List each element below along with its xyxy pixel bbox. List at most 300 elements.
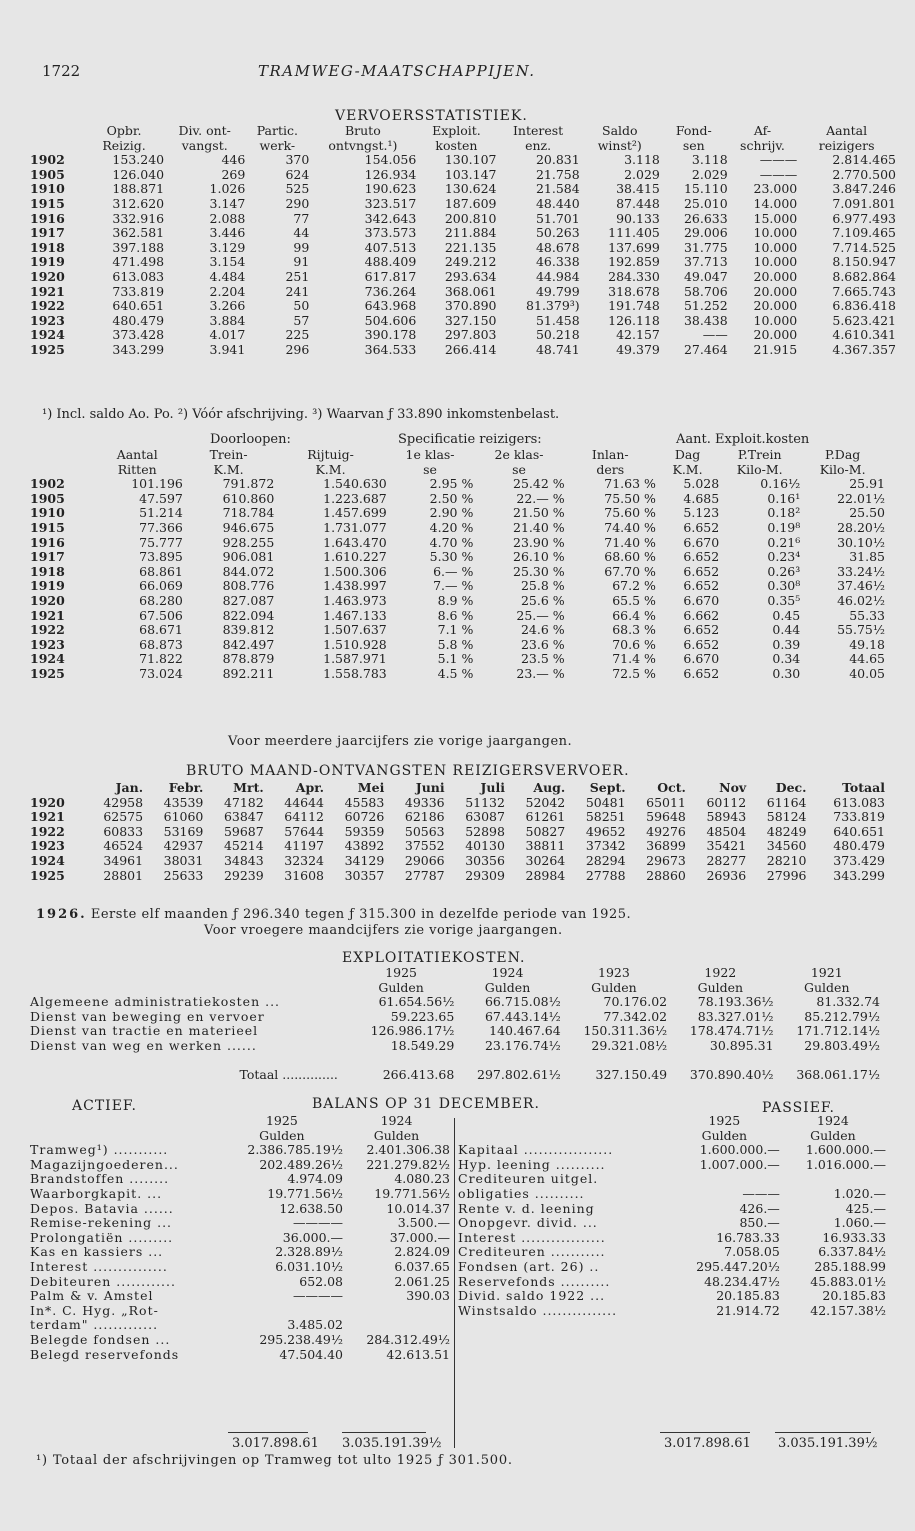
maand-row [30,810,885,825]
passief-total-1925: 3.017.898.61 [664,1436,751,1451]
vervoer-cell: 4.367.357 [832,341,896,357]
vervoer-cell: 7.091.801 [832,195,896,211]
exploitatie-value: 18.549.29 [390,1037,455,1053]
passief-table [458,1114,886,1318]
actief-total-1924: 3.035.191.39½ [342,1436,442,1451]
vervoer-cell: 327.150 [444,312,497,328]
exploitatie-value: 66.715.08½ [484,994,561,1010]
maand-cell: 59687 [223,823,264,839]
exploitatie-year: 1924 [491,965,524,980]
actief-value-1924: 3.500.— [397,1215,450,1231]
vervoer-row [30,153,896,168]
maand-header-row [30,781,885,796]
doorloop-cell: 23.6 % [520,636,565,652]
vervoer-cell: 3.129 [209,239,246,255]
doorloop-cell: 77.366 [139,519,183,535]
maand-cell: 38031 [163,852,204,868]
maand-cell: 44644 [284,794,325,810]
passief-value-1924: 1.600.000.— [805,1142,886,1158]
vervoer-cell: 44 [293,225,310,241]
passief-value-1925: 7.058.05 [724,1244,780,1260]
passief-total-1924: 3.035.191.39½ [778,1436,878,1451]
doorloop-cell: 0.16¹ [767,490,801,506]
actief-label: Tramweg¹) ........... [30,1142,169,1158]
vervoer-cell: 373.428 [112,327,165,343]
doorloop-row [30,550,885,565]
maand-note2: Voor vroegere maandcijfers zie vorige jaargangen. [204,923,563,938]
doorloop-row [30,477,885,492]
actief-value-1924: 19.771.56½ [374,1185,450,1201]
doorloop-cell: 46.02½ [837,592,885,608]
actief-unit: Gulden [373,1127,420,1143]
doorloop-cell: 827.087 [222,592,275,608]
exploitatie-total: 297.802.61½ [477,1067,561,1083]
doorloop-cell: 6.670 [683,592,720,608]
maand-cell: 40130 [465,838,505,854]
maand-header-cell: Febr. [168,780,204,795]
vervoer-cell: 407.513 [364,239,417,255]
vervoer-cell: 480.479 [112,312,165,328]
maand-year: 1921 [30,809,65,825]
actief-value-1924: 37.000.— [389,1229,450,1245]
vervoer-cell: 15.110 [683,181,728,197]
doorloop-cell: 0.45 [772,607,801,623]
passief-value-1924: 6.337.84½ [818,1244,886,1260]
doorloop-cell: 70.6 % [612,636,656,652]
doorloop-cell: 844.072 [222,563,275,579]
doorloop-cell: 1.457.699 [323,505,387,521]
maand-cell: 51132 [465,794,505,810]
maand-year: 1925 [30,867,65,883]
maand-cell: 62575 [103,809,144,825]
maand-cell: 61261 [525,809,566,825]
doorloop-cell: 718.784 [222,505,275,521]
passief-row [458,1143,886,1158]
passief-value-1925: 20.185.83 [716,1288,780,1304]
actief-label: Magazijngoederen... [30,1156,179,1172]
vervoer-cell: 342.643 [364,210,417,226]
maand-cell: 30356 [465,852,505,868]
actief-label: Depos. Batavia ...... [30,1200,174,1216]
actief-table [30,1114,450,1362]
vervoer-cell: 20.831 [535,152,580,168]
maand-cell: 613.083 [833,794,885,810]
doorloop-year: 1924 [30,651,65,667]
doorloop-cell: 74.40 % [604,519,656,535]
doorloop-cell: 2.50 % [429,490,474,506]
maand-cell: 43539 [163,794,204,810]
passief-value-1925: 1.600.000.— [699,1142,780,1158]
doorloop-cell: 44.65 [849,651,885,667]
vervoer-cell: 26.633 [683,210,728,226]
maand-cell: 28294 [585,852,626,868]
vervoer-row [30,328,896,343]
vervoer-cell: 20.000 [753,327,798,343]
doorloop-row [30,492,885,507]
doorloop-year: 1919 [30,578,65,594]
maand-row [30,796,885,811]
passief-value-1924: 1.060.— [833,1215,886,1231]
vervoer-row [30,270,896,285]
vervoer-row [30,212,896,227]
maand-cell: 50563 [404,823,445,839]
maand-cell: 42958 [103,794,144,810]
doorloop-cell: 610.860 [222,490,275,506]
doorloop-cell: 40.05 [849,665,885,681]
passief-value-1924: 285.188.99 [814,1258,886,1274]
vervoer-cell: —— [702,327,728,343]
actief-value-1924: 2.061.25 [394,1273,450,1289]
exploitatie-value: 59.223.65 [390,1008,455,1024]
doorloop-cell: 8.6 % [437,607,474,623]
maand-cell: 64112 [284,809,325,825]
vervoer-cell: 390.178 [364,327,417,343]
maand-cell: 27996 [766,867,807,883]
maand-year: 1922 [30,823,65,839]
doorloop-cell: 68.861 [139,563,183,579]
doorloop-cell: 55.33 [849,607,885,623]
exploitatie-unit-row [30,981,880,996]
exploitatie-spacer [30,1054,880,1069]
vervoer-header-cell: Interest enz. [512,123,564,153]
exploitatie-value: 178.474.71½ [689,1023,774,1039]
doorloop-year: 1902 [30,476,65,492]
maand-header-cell: Oct. [657,780,686,795]
exploitatie-value: 150.311.36½ [583,1023,668,1039]
passief-unit: Gulden [810,1127,856,1143]
doorloop-cell: 73.895 [139,549,183,565]
doorloop-cell: 5.8 % [437,636,474,652]
vervoer-cell: ——— [759,166,798,182]
doorloop-cell: 25.— % [516,607,565,623]
doorloop-cell: 33.24½ [837,563,885,579]
maand-year: 1924 [30,852,65,868]
vervoer-cell: 10.000 [753,312,798,328]
doorloop-cell: 0.16½ [760,476,801,492]
vervoer-year: 1902 [30,152,65,168]
exploitatie-title: EXPLOITATIEKOSTEN. [342,950,526,966]
doorloop-header-cell: 1e klas- se [405,447,455,477]
actief-row [30,1318,450,1333]
maand-cell: 60112 [706,794,747,810]
vervoer-cell: 126.934 [364,166,417,182]
doorloop-cell: 71.63 % [604,476,656,492]
vervoer-cell: 6.977.493 [832,210,896,226]
doorloop-cell: 878.879 [222,651,275,667]
passief-row [458,1289,886,1304]
maand-cell: 52898 [465,823,505,839]
maand-cell: 65011 [646,794,686,810]
vervoer-cell: 130.107 [444,152,497,168]
maand-year: 1923 [30,838,65,854]
maand-note-text: Eerste elf maanden ƒ 296.340 tegen ƒ 315.300 in dezelfde periode van 1925. [90,907,632,922]
vervoer-cell: 7.665.743 [832,283,896,299]
exploitatie-value: 67.443.14½ [484,1008,561,1024]
doorloop-header-row [30,448,885,477]
actief-value-1924: 4.080.23 [394,1171,450,1187]
doorloop-cell: 6.670 [683,534,720,550]
vervoer-cell: 21.758 [535,166,580,182]
passief-row [458,1202,886,1217]
vervoer-cell: 8.150.947 [832,254,896,270]
vervoer-cell: 332.916 [112,210,165,226]
vervoer-footnote: ¹) Incl. saldo Ao. Po. ²) Vóór afschrijving. ³) Waarvan ƒ 33.890 inkomstenbelast. [42,407,560,422]
passief-label: Winstsaldo ............... [458,1302,618,1318]
doorloop-row [30,652,885,667]
actief-value-1924: 221.279.82½ [366,1156,450,1172]
doorloop-cell: 1.540.630 [323,476,387,492]
maand-cell: 30357 [344,867,385,883]
exploitatie-row [30,1010,880,1025]
actief-value-1924 [343,1304,450,1319]
doorloop-cell: 75.60 % [604,505,656,521]
vervoer-cell: 2.770.500 [832,166,896,182]
vervoer-cell: 1.026 [209,181,246,197]
vervoer-cell: 733.819 [112,283,165,299]
doorloop-cell: 5.1 % [437,651,474,667]
doorloop-year: 1925 [30,665,65,681]
maand-cell: 29066 [404,852,445,868]
maand-header-cell: Sept. [589,780,626,795]
passief-label: Crediteuren ........... [458,1244,606,1260]
vervoer-cell: 3.941 [209,341,246,357]
exploitatie-row [30,995,880,1010]
vervoer-cell: 29.006 [683,225,728,241]
doorloop-cell: 6.652 [683,563,720,579]
maand-cell: 34843 [223,852,264,868]
exploitatie-row [30,1039,880,1054]
vervoer-cell: 2.814.465 [832,152,896,168]
doorloop-cell: 66.4 % [612,607,656,623]
vervoer-cell: 31.775 [683,239,728,255]
vervoer-cell: 293.634 [444,268,497,284]
vervoer-cell: 20.000 [753,268,798,284]
vervoer-year: 1910 [30,181,65,197]
passief-value-1925: 16.783.33 [716,1229,780,1245]
doorloop-cell: 1.558.783 [323,665,387,681]
doorloop-cell: 21.40 % [513,519,565,535]
vervoer-cell: 370 [285,152,310,168]
maand-cell: 43892 [344,838,385,854]
actief-row [30,1304,450,1319]
exploitatie-value: 70.176.02 [603,994,668,1010]
doorloop-cell: 68.873 [139,636,183,652]
maand-row [30,839,885,854]
vervoer-header-cell: Bruto ontvngst.¹) [328,123,398,153]
passief-value-1924: 1.016.000.— [805,1156,886,1172]
maand-header-cell: Jan. [115,780,144,795]
vervoer-cell: 312.620 [112,195,165,211]
doorloop-year: 1922 [30,622,65,638]
actief-year-row [30,1114,450,1129]
doorloop-cell: 5.123 [683,505,720,521]
doorloop-cell: 0.34 [772,651,801,667]
maand-note-year: 1926. [36,907,87,922]
passief-year: 1924 [817,1113,849,1128]
vervoer-cell: 154.056 [364,152,417,168]
vervoer-cell: 4.017 [209,327,246,343]
doorloop-cell: 23.90 % [513,534,565,550]
passief-row [458,1260,886,1275]
vervoer-cell: 15.000 [753,210,798,226]
actief-row [30,1245,450,1260]
vervoer-cell: 38.438 [683,312,728,328]
doorloop-cell: 1.507.637 [323,622,387,638]
vervoer-year: 1925 [30,341,65,357]
doorloop-cell: 0.39 [772,636,801,652]
exploitatie-spacer-cell [30,1054,348,1069]
maand-header-cell: Dec. [775,780,807,795]
doorloop-year: 1910 [30,505,65,521]
doorloop-cell: 1.463.973 [323,592,387,608]
doorloop-cell: 67.2 % [612,578,656,594]
doorloop-row [30,638,885,653]
actief-value-1925: ———— [293,1215,343,1231]
vervoer-row [30,285,896,300]
doorloop-cell: 47.597 [139,490,183,506]
passief-value-1924: 1.020.— [833,1185,886,1201]
doorloop-cell: 25.42 % [513,476,565,492]
vervoer-cell: 188.871 [112,181,165,197]
maand-cell: 62186 [404,809,445,825]
vervoer-cell: 49.799 [535,283,580,299]
vervoer-year: 1918 [30,239,65,255]
passief-value-1924: 425.— [845,1200,886,1216]
actief-total-1925: 3.017.898.61 [232,1436,319,1451]
passief-row [458,1158,886,1173]
exploitatie-value: 61.654.56½ [378,994,455,1010]
vervoer-cell: 5.623.421 [832,312,896,328]
passief-value-1924 [780,1172,886,1187]
vervoer-cell: 49.047 [683,268,728,284]
vervoer-cell: 49.379 [616,341,660,357]
doorloop-year: 1923 [30,636,65,652]
doorloop-cell: 1.731.077 [323,519,387,535]
vervoer-cell: 343.299 [112,341,165,357]
actief-value-1925 [221,1304,343,1319]
actief-row [30,1158,450,1173]
doorloop-cell: 22.01½ [837,490,885,506]
vervoer-row [30,182,896,197]
doorloop-cell: 71.40 % [604,534,656,550]
vervoer-cell: 736.264 [364,283,417,299]
vervoer-cell: 37.713 [683,254,728,270]
passief-unit-row [458,1129,886,1144]
vervoer-header-cell: Opbr. Reizig. [102,123,146,153]
vervoer-cell: 241 [285,283,310,299]
passief-label: obligaties .......... [458,1185,585,1201]
doorloop-cell: 0.21⁶ [767,534,801,550]
vervoer-cell: 488.409 [364,254,417,270]
maand-cell: 28277 [706,852,747,868]
vervoer-year: 1923 [30,312,65,328]
doorloop-cell: 66.069 [139,578,183,594]
maand-cell: 45214 [223,838,264,854]
actief-label: Waarborgkapit. ... [30,1185,163,1201]
doorloop-row [30,579,885,594]
maand-cell: 26936 [706,867,747,883]
vervoer-cell: 3.446 [209,225,246,241]
vervoer-cell: 50.218 [535,327,580,343]
vervoer-cell: 153.240 [112,152,165,168]
vervoer-cell: 130.624 [444,181,497,197]
actief-year: 1925 [265,1113,298,1128]
doorloop-row [30,609,885,624]
doorloop-cell: 24.6 % [520,622,565,638]
exploitatie-value: 83.327.01½ [697,1008,774,1024]
actief-value-1924: 390.03 [406,1288,450,1304]
doorloop-year: 1915 [30,519,65,535]
maand-cell: 29309 [465,867,505,883]
maand-cell: 29673 [646,852,686,868]
vervoer-header-row [30,124,896,153]
passief-year-row [458,1114,886,1129]
vervoer-cell: 290 [285,195,310,211]
vervoer-cell: 249.212 [444,254,497,270]
maand-cell: 63847 [223,809,264,825]
vervoer-cell: 4.610.341 [832,327,896,343]
passief-year: 1925 [708,1113,741,1128]
vervoer-year: 1919 [30,254,65,270]
actief-label: ACTIEF. [72,1098,137,1114]
exploitatie-label: Dienst van beweging en vervoer [30,1008,265,1024]
actief-value-1925: 6.031.10½ [275,1258,343,1274]
actief-label: terdam" ............. [30,1317,159,1333]
doorloop-cell: 0.19⁸ [767,519,801,535]
doorloop-cell: 0.35⁵ [767,592,801,608]
doorloop-cell: 6.652 [683,622,720,638]
maand-header-cell: Juni [415,780,445,795]
doorloop-year: 1918 [30,563,65,579]
vervoer-year: 1922 [30,298,65,314]
actief-row [30,1289,450,1304]
maand-table [30,781,885,883]
passief-unit: Gulden [701,1127,748,1143]
doorloop-row [30,594,885,609]
maand-cell: 373.429 [833,852,885,868]
doorloop-cell: 67.70 % [604,563,656,579]
vervoer-cell: 2.029 [624,166,660,182]
vervoer-cell: 373.573 [364,225,417,241]
doorloop-cell: 68.60 % [604,549,656,565]
vervoer-cell: 640.651 [112,298,165,314]
maand-cell: 480.479 [833,838,885,854]
exploitatie-label: Dienst van weg en werken ...... [30,1037,257,1053]
doorloop-header-cell: Trein- K.M. [209,447,248,477]
doorloop-row [30,536,885,551]
doorloop-cell: 67.506 [139,607,183,623]
doorloop-cell: 23.5 % [520,651,565,667]
doorloop-cell: 0.23⁴ [767,549,801,565]
actief-row [30,1216,450,1231]
exploitatie-total-row [30,1068,880,1083]
maand-note [36,907,631,922]
maand-cell: 60833 [103,823,144,839]
vervoer-cell: 284.330 [608,268,660,284]
vervoer-cell: 3.147 [209,195,246,211]
doorloop-cell: 25.6 % [520,592,565,608]
passief-row [458,1187,886,1202]
maand-header-cell: Aug. [533,780,566,795]
maand-cell: 45583 [344,794,385,810]
exploitatie-year-row [30,966,880,981]
vervoer-cell: 25.010 [683,195,728,211]
maand-cell: 37342 [585,838,626,854]
doorloop-cell: 6.652 [683,636,720,652]
passief-label: Onopgevr. divid. ... [458,1215,598,1231]
vervoer-header-cell: Div. ont- vangst. [178,123,231,153]
vervoer-header-cell: Partic. werk- [256,123,298,153]
